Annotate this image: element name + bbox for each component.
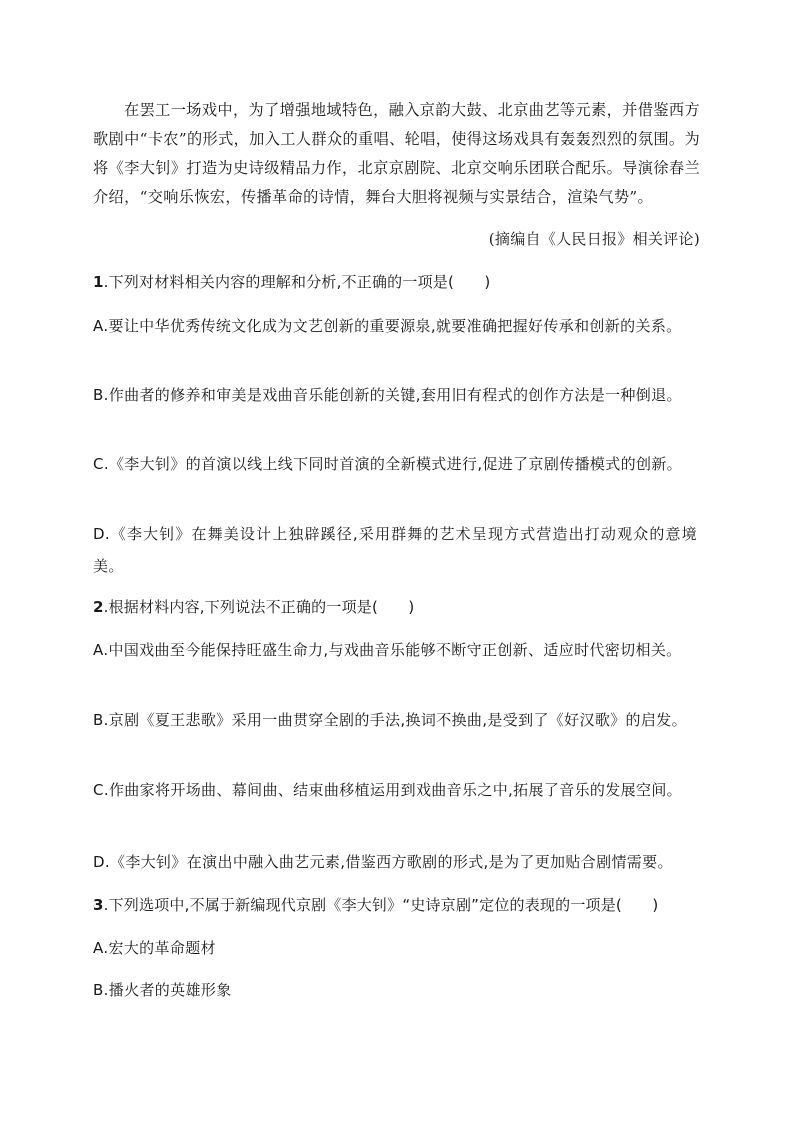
- question-2-stem: [93, 592, 700, 623]
- question-number: 3: [93, 896, 104, 914]
- passage-paragraph: 在罢工一场戏中，为了增强地域特色，融入京韵大鼓、北京曲艺等元素，并借鉴西方歌剧中“卡农”的形式，加入工人群众的重唱、轮唱，使得这场戏具有轰轰烈烈的氛围。为将《李大钊》打造为史诗级精品力作，北京京剧院、北京交响乐团联合配乐。导演徐春兰介绍，“交响乐恢宏，传播革命的诗情，舞台大胆将视频与实景结合，渲染气势”。: [93, 101, 700, 206]
- question-1-stem: [93, 267, 700, 298]
- question-text: .下列对材料相关内容的理解和分析,不正确的一项是( ): [103, 273, 491, 291]
- question-text: .下列选项中,不属于新编现代京剧《李大钊》“史诗京剧”定位的表现的一项是( ): [103, 896, 659, 914]
- question-3-option-a: A.宏大的革命题材: [93, 939, 216, 957]
- question-3-option-b: B.播火者的英雄形象: [93, 981, 232, 999]
- question-3-stem: [93, 890, 700, 921]
- question-number: 2: [93, 598, 104, 616]
- question-1-option-a: A.要让中华优秀传统文化成为文艺创新的重要源泉,就要准确把握好传承和创新的关系。: [93, 317, 682, 335]
- question-text: .根据材料内容,下列说法不正确的一项是( ): [103, 598, 415, 616]
- question-2-option-a: A.中国戏曲至今能保持旺盛生命力,与戏曲音乐能够不断守正创新、适应时代密切相关。: [93, 641, 682, 659]
- question-number: 1: [93, 273, 104, 291]
- question-1-option-b: B.作曲者的修养和审美是戏曲音乐能创新的关键,套用旧有程式的创作方法是一种倒退。: [93, 386, 682, 404]
- source-citation: (摘编自《人民日报》相关评论): [488, 230, 700, 248]
- question-2-option-c: C.作曲家将开场曲、幕间曲、结束曲移植运用到戏曲音乐之中,拓展了音乐的发展空间。: [93, 781, 683, 799]
- question-2-option-b: B.京剧《夏王悲歌》采用一曲贯穿全剧的手法,换词不换曲,是受到了《好汉歌》的启发。: [93, 711, 687, 729]
- question-1-option-c: C.《李大钊》的首演以线上线下同时首演的全新模式进行,促进了京剧传播模式的创新。: [93, 455, 683, 473]
- question-1-option-d: D.《李大钊》在舞美设计上独辟蹊径,采用群舞的艺术呈现方式营造出打动观众的意境美。: [93, 525, 697, 575]
- question-2-option-d: D.《李大钊》在演出中融入曲艺元素,借鉴西方歌剧的形式,是为了更加贴合剧情需要。: [93, 853, 673, 871]
